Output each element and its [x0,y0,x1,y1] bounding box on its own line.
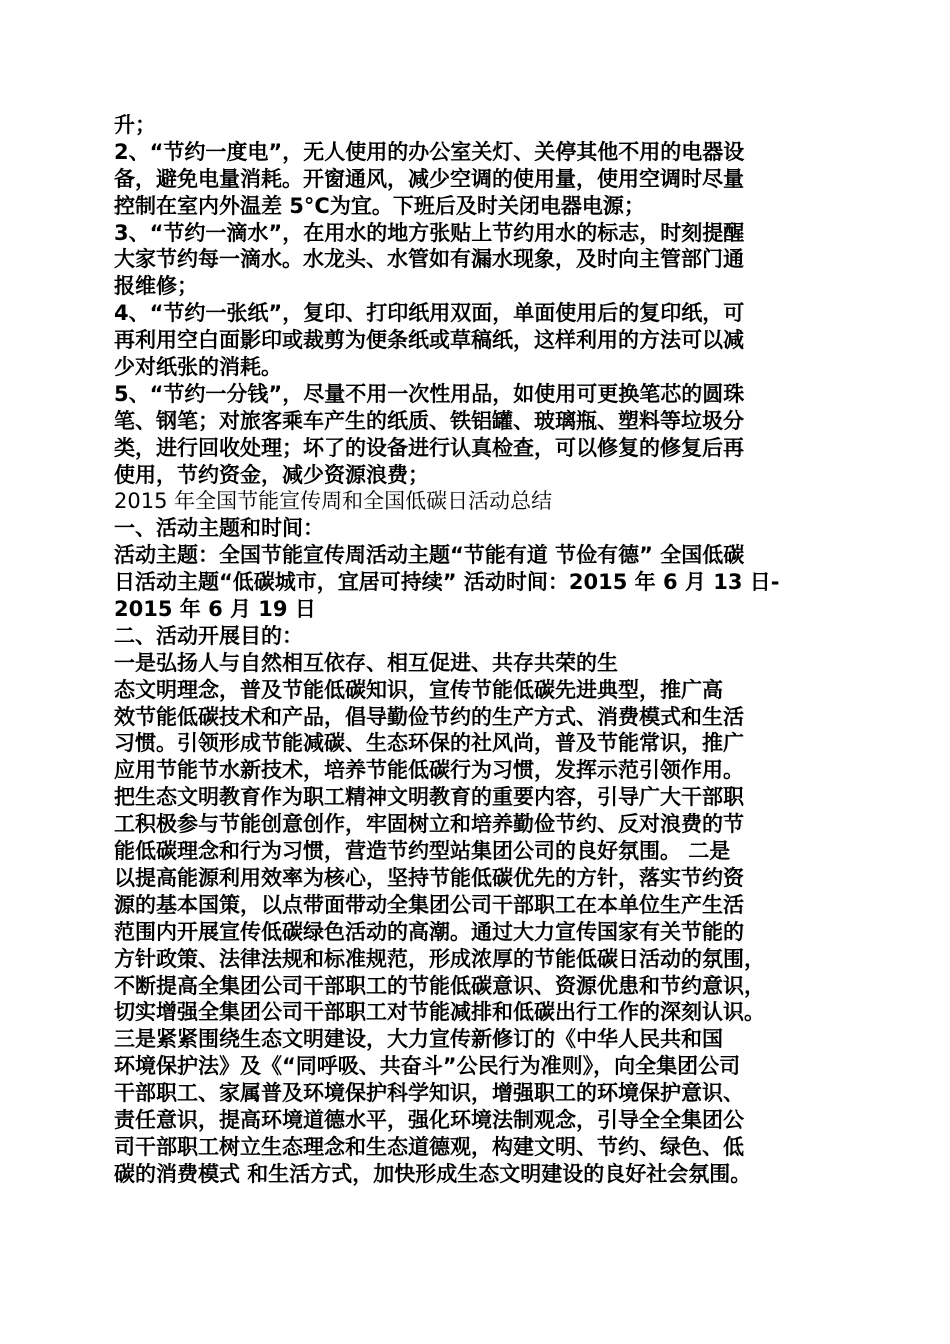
text-line: 切实增强全集团公司干部职工对节能减排和低碳出行工作的深刻认识。 [114,1000,765,1025]
text-line: 使用，节约资金，减少资源浪费； [114,462,429,487]
text-line: 2、“节约一度电”，无人使用的办公室关灯、关停其他不用的电器设 [114,139,745,164]
text-line: 习惯。引领形成节能减碳、生态环保的社风尚，普及节能常识，推广 [114,731,744,756]
text-line: 3、“节约一滴水”，在用水的地方张贴上节约用水的标志，时刻提醒 [114,220,745,245]
text-line: 司干部职工树立生态理念和生态道德观，构建文明、节约、绿色、低 [114,1134,744,1159]
text-line: 活动主题：全国节能宣传周活动主题“节能有道 节俭有德” 全国低碳 [114,543,745,568]
text-line: 大家节约每一滴水。水龙头、水管如有漏水现象，及时向主管部门通 [114,247,744,272]
text-line: 方针政策、法律法规和标准规范，形成浓厚的节能低碳日活动的氛围， [114,946,765,971]
text-line: 少对纸张的消耗。 [114,355,282,380]
text-line: 再利用空白面影印或裁剪为便条纸或草稿纸，这样利用的方法可以减 [114,328,744,353]
text-line: 能低碳理念和行为习惯，营造节约型站集团公司的良好氛围。 二是 [114,839,731,864]
text-line: 责任意识，提高环境道德水平，强化环境法制观念，引导全全集团公 [114,1107,744,1132]
text-line: 一、活动主题和时间： [114,516,324,541]
text-line: 报维修； [114,274,198,299]
text-line: 应用节能节水新技术，培养节能低碳行为习惯，发挥示范引领作用。 [114,758,744,783]
section-heading: 2015 年全国节能宣传周和全国低碳日活动总结 [114,489,553,514]
text-line: 碳的消费模式 和生活方式，加快形成生态文明建设的良好社会氛围。 [114,1161,752,1186]
text-line: 工积极参与节能创意创作，牢固树立和培养勤俭节约、反对浪费的节 [114,812,744,837]
text-line: 效节能低碳技术和产品，倡导勤俭节约的生产方式、消费模式和生活 [114,704,744,729]
text-line: 类，进行回收处理；坏了的设备进行认真检查，可以修复的修复后再 [114,435,744,460]
text-line: 范围内开展宣传低碳绿色活动的高潮。通过大力宣传国家有关节能的 [114,919,744,944]
text-line: 源的基本国策，以点带面带动全集团公司干部职工在本单位生产生活 [114,892,744,917]
text-line: 态文明理念，普及节能低碳知识，宣传节能低碳先进典型，推广高 [114,677,723,702]
text-line: 备，避免电量消耗。开窗通风，减少空调的使用量，使用空调时尽量 [114,166,744,191]
text-line: 环境保护法》及《“同呼吸、共奋斗”公民行为准则》，向全集团公司 [114,1054,741,1079]
text-line: 把生态文明教育作为职工精神文明教育的重要内容，引导广大干部职 [114,785,744,810]
text-line: 5、“节约一分钱”，尽量不用一次性用品，如使用可更换笔芯的圆珠 [114,381,745,406]
text-line: 一是弘扬人与自然相互依存、相互促进、共存共荣的生 [114,650,618,675]
text-line: 2015 年 6 月 19 日 [114,597,316,622]
text-line: 二、活动开展目的： [114,623,303,648]
text-line: 干部职工、家属普及环境保护科学知识，增强职工的环境保护意识、 [114,1081,744,1106]
text-line: 以提高能源利用效率为核心，坚持节能低碳优先的方针，落实节约资 [114,865,744,890]
text-line: 控制在室内外温差 5°C为宜。下班后及时关闭电器电源； [114,193,645,218]
text-line: 升； [114,113,156,137]
text-line: 日活动主题“低碳城市，宜居可持续” 活动时间：2015 年 6 月 13 日- [114,570,780,595]
document-body [114,112,844,1188]
text-line: 4、“节约一张纸”，复印、打印纸用双面，单面使用后的复印纸，可 [114,301,745,326]
text-line: 笔、钢笔；对旅客乘车产生的纸质、铁铝罐、玻璃瓶、塑料等垃圾分 [114,408,744,433]
text-line: 三是紧紧围绕生态文明建设，大力宣传新修订的《中华人民共和国 [114,1027,723,1052]
text-line: 不断提高全集团公司干部职工的节能低碳意识、资源优患和节约意识， [114,973,765,998]
